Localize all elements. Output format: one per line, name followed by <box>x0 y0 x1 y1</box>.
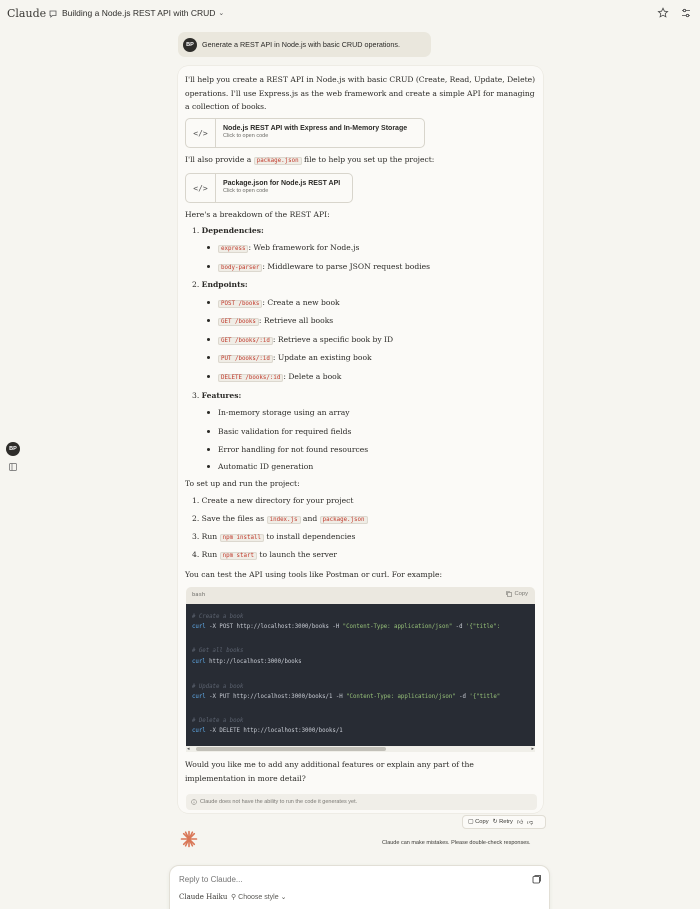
setup-step: 2. Save the files as index.js and package.json <box>192 512 368 528</box>
code-icon: </> <box>186 174 216 202</box>
settings-sliders-icon[interactable] <box>680 7 692 19</box>
closing-paragraph <box>185 758 474 785</box>
copy-code-button[interactable]: Copy <box>506 591 528 597</box>
reply-composer <box>169 865 550 909</box>
section-heading: 2. Endpoints: <box>192 280 248 289</box>
bullet <box>207 411 210 414</box>
sidebar-toggle-icon[interactable] <box>9 463 17 471</box>
artifact-title: Node.js REST API with Express and In-Memory Storage <box>223 125 408 132</box>
section-heading: 1. Dependencies: <box>192 226 264 235</box>
code-line: curl -X POST http://localhost:3000/books -H "Content-Type: application/json" -d '{"title": <box>192 624 501 630</box>
scroll-right-arrow-icon[interactable]: ▸ <box>531 746 534 752</box>
artifact-title: Package.json for Node.js REST API <box>223 180 341 187</box>
artifact-card-package[interactable] <box>185 173 353 203</box>
list-item: Automatic ID generation <box>218 462 314 471</box>
message-actions <box>462 815 546 829</box>
list-item: GET /books/:id : Retrieve a specific book by ID <box>218 333 393 349</box>
reply-input[interactable] <box>179 875 479 884</box>
bullet <box>207 375 210 378</box>
user-message <box>178 32 431 57</box>
list-item: GET /books : Retrieve all books <box>218 314 333 330</box>
claude-logo-icon <box>180 830 198 848</box>
list-item: Error handling for not found resources <box>218 445 369 454</box>
info-icon <box>191 799 197 805</box>
chevron-down-icon: ⌄ <box>280 894 287 901</box>
artifact-subtitle: Click to open code <box>223 188 269 194</box>
artifact-subtitle: Click to open code <box>223 133 269 139</box>
scroll-left-arrow-icon[interactable]: ◂ <box>187 746 190 752</box>
disclaimer: Claude can make mistakes. Please double-check responses. <box>382 840 531 846</box>
assistant-response <box>178 66 543 813</box>
setup-step: 3. Run npm install to install dependencies <box>192 532 356 541</box>
style-selector[interactable]: ⚲ Choose style ⌄ <box>231 893 287 901</box>
list-item: body-parser : Middleware to parse JSON request bodies <box>218 260 430 276</box>
chat-title: Building a Node.js REST API with CRUD <box>62 8 216 18</box>
horizontal-scrollbar[interactable] <box>186 746 535 752</box>
list-item: POST /books : Create a new book <box>218 296 340 312</box>
closing-line: Would you like me to add any additional features or explain any part of the <box>185 760 474 769</box>
code-line: curl http://localhost:3000/books <box>192 659 302 665</box>
code-comment: # Create a book <box>192 614 244 620</box>
intro-line: operations. I'll use Express.js as the web framework and create a simple API for managing <box>185 88 535 98</box>
chevron-down-icon: ⌄ <box>218 10 225 17</box>
list-item: Basic validation for required fields <box>218 427 352 436</box>
setup-intro: To set up and run the project: <box>185 479 300 488</box>
chat-bubble-icon <box>48 9 58 19</box>
list-item: In-memory storage using an array <box>218 408 350 417</box>
copy-icon <box>506 591 512 597</box>
list-item: PUT /books/:id : Update an existing book <box>218 351 372 367</box>
list-item: DELETE /books/:id : Delete a book <box>218 370 341 386</box>
user-message-text: Generate a REST API in Node.js with basic CRUD operations. <box>202 40 401 49</box>
bullet <box>207 301 210 304</box>
code-block[interactable] <box>186 604 535 746</box>
bullet <box>207 319 210 322</box>
code-block-header <box>186 587 535 604</box>
artifact-card-api[interactable] <box>185 118 425 148</box>
bullet <box>207 448 210 451</box>
code-run-notice: Claude does not have the ability to run the code it generates yet. <box>186 794 537 810</box>
code-line: curl -X DELETE http://localhost:3000/books/1 <box>192 728 343 734</box>
bullet <box>207 356 210 359</box>
list-item: express : Web framework for Node.js <box>218 241 359 257</box>
package-paragraph: I'll also provide a package.json file to help you set up the project: <box>185 155 435 164</box>
breakdown-intro: Here's a breakdown of the REST API: <box>185 210 330 219</box>
star-icon[interactable] <box>657 7 669 19</box>
bullet <box>207 430 210 433</box>
thumbs-up-icon[interactable]: 👍︎ <box>516 819 524 826</box>
bullet <box>207 246 210 249</box>
model-selector[interactable]: Claude Haiku <box>179 893 228 901</box>
section-heading: 3. Features: <box>192 391 242 400</box>
setup-step: 4. Run npm start to launch the server <box>192 550 338 559</box>
intro-paragraph <box>185 73 535 114</box>
code-comment: # Get all books <box>192 648 244 654</box>
scroll-thumb[interactable] <box>196 747 386 751</box>
chat-title-dropdown[interactable] <box>62 8 224 18</box>
attach-icon[interactable] <box>532 875 541 884</box>
closing-line: implementation in more detail? <box>185 773 306 783</box>
code-language: bash <box>192 592 206 598</box>
copy-response-button[interactable]: ▢ Copy <box>468 819 489 825</box>
bullet <box>207 265 210 268</box>
intro-line: a collection of books. <box>185 102 267 111</box>
code-comment: # Delete a book <box>192 718 244 724</box>
code-line: curl -X PUT http://localhost:3000/books/1 -H "Content-Type: application/json" -d '{"title" <box>192 694 501 700</box>
bullet <box>207 338 210 341</box>
setup-step: 1. Create a new directory for your project <box>192 496 354 505</box>
user-avatar[interactable]: BP <box>6 442 20 456</box>
inline-code: package.json <box>254 157 302 165</box>
bullet <box>207 465 210 468</box>
thumbs-down-icon[interactable]: 👎︎ <box>527 819 533 826</box>
style-icon: ⚲ <box>231 894 237 901</box>
test-intro: You can test the API using tools like Postman or curl. For example: <box>185 570 443 579</box>
intro-line: I'll help you create a REST API in Node.js with basic CRUD (Create, Read, Update, Delete) <box>185 75 536 84</box>
code-icon: </> <box>186 119 216 147</box>
brand-logo[interactable]: Claude <box>7 7 47 20</box>
retry-button[interactable]: ↻ Retry <box>492 819 513 825</box>
code-comment: # Update a book <box>192 684 244 690</box>
user-message-avatar: BP <box>183 38 197 52</box>
top-bar <box>0 0 700 28</box>
